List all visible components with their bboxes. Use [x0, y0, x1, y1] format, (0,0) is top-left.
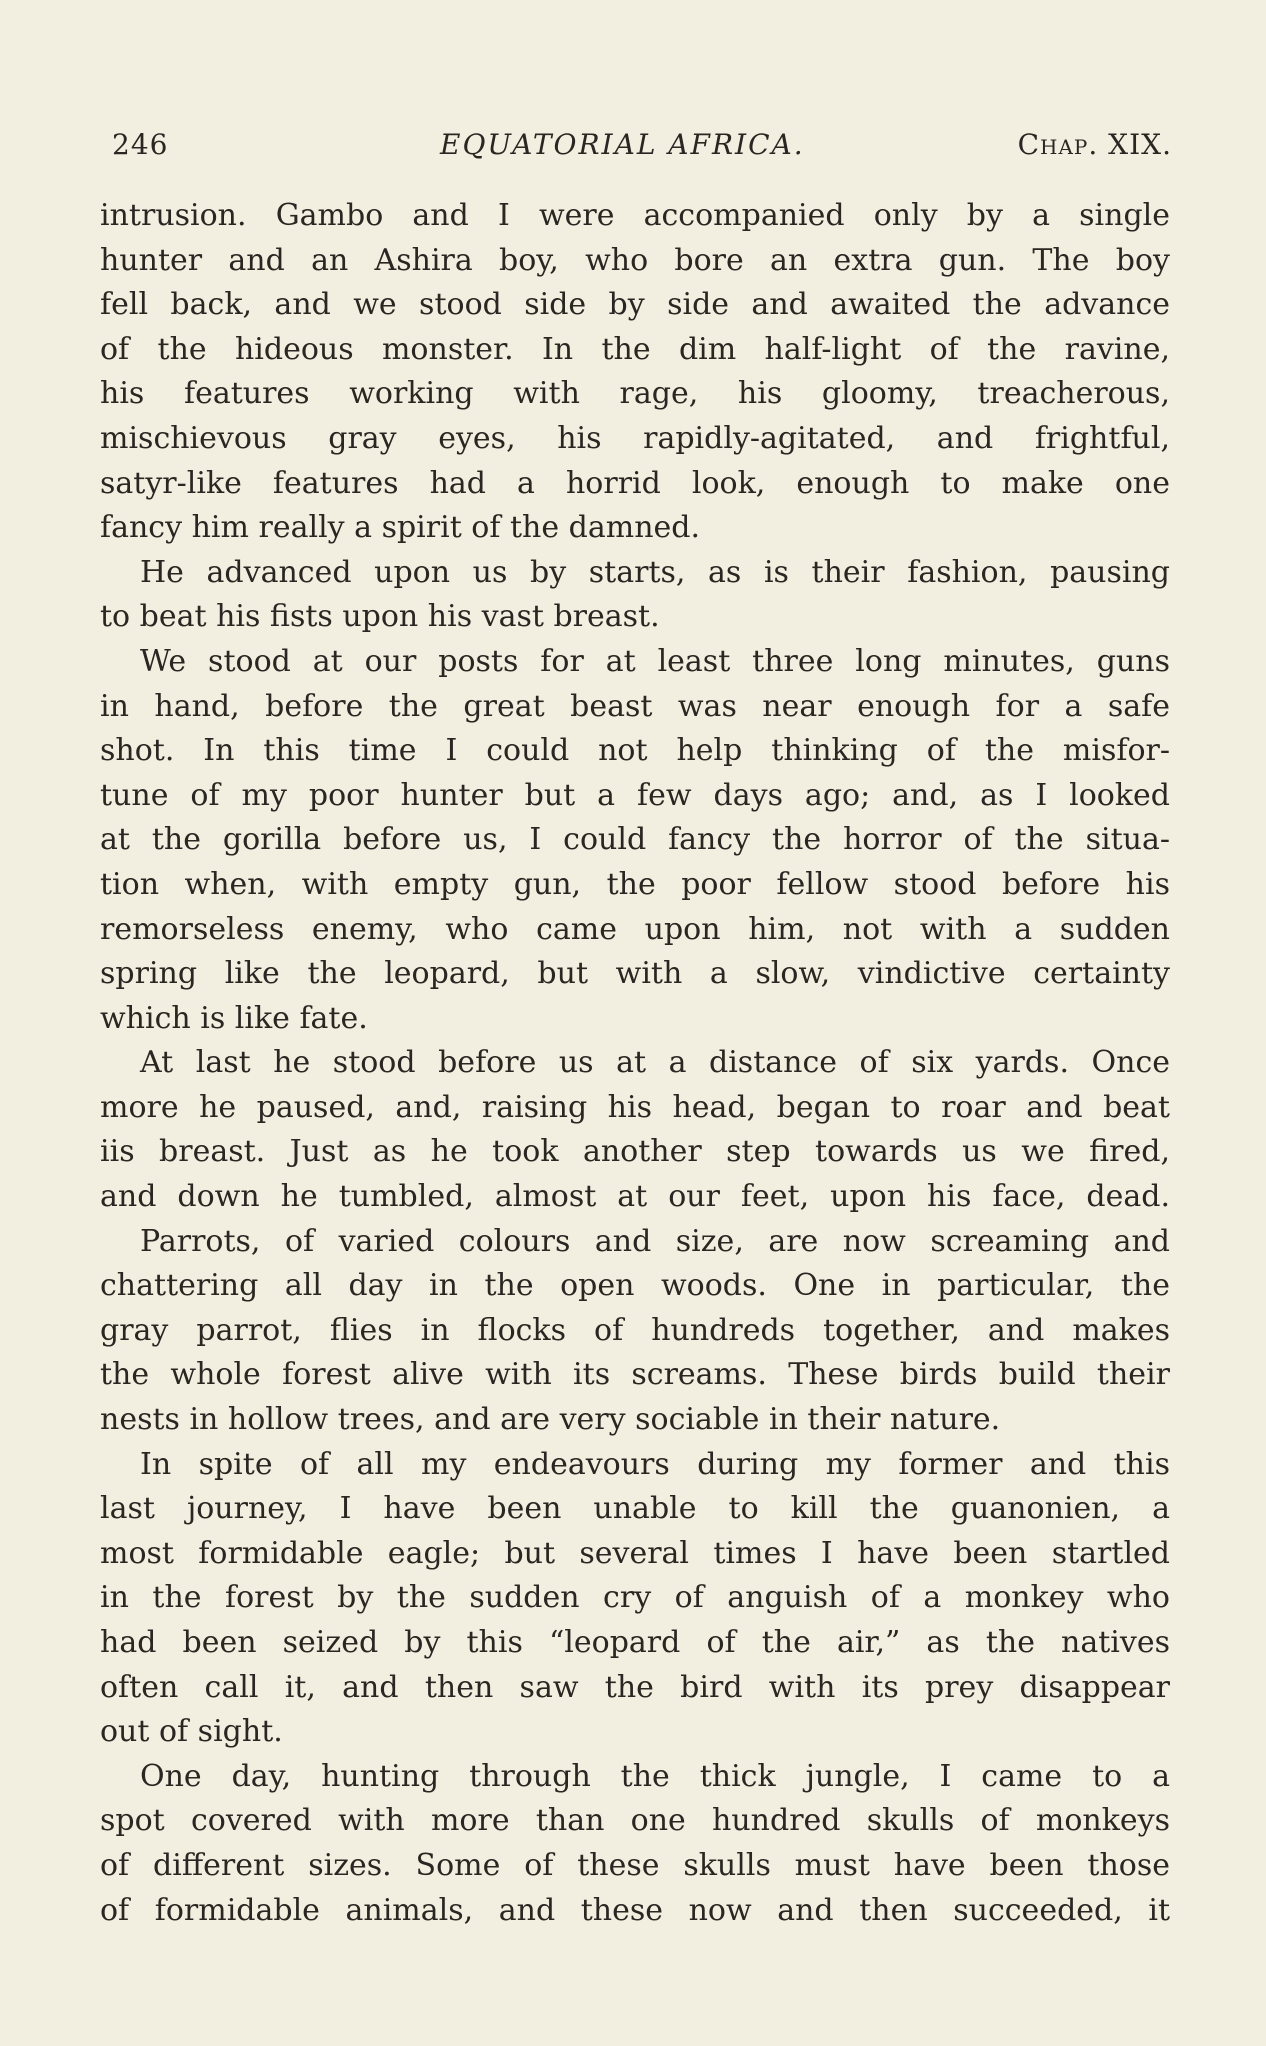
text-line: of formidable animals, and these now and then succeeded, it: [100, 1892, 1170, 1928]
text-line: in hand, before the great beast was near enough for a safe: [100, 688, 1170, 724]
text-line: We stood at our posts for at least three long minutes, guns: [140, 643, 1170, 679]
text-line: mischievous gray eyes, his rapidly-agitated, and frightful,: [100, 420, 1170, 456]
chapter-label: Chap. XIX.: [1017, 128, 1172, 161]
text-line: tion when, with empty gun, the poor fellow stood before his: [100, 866, 1170, 902]
text-line: satyr-like features had a horrid look, enough to make one: [100, 465, 1170, 501]
text-line: fancy him really a spirit of the damned.: [100, 510, 701, 546]
text-line: shot. In this time I could not help thinking of the misfor-: [100, 733, 1170, 769]
text-line: of different sizes. Some of these skulls must have been those: [100, 1847, 1170, 1883]
text-line: last journey, I have been unable to kill the guanonien, a: [100, 1491, 1170, 1527]
text-line: hunter and an Ashira boy, who bore an extra gun. The boy: [100, 242, 1170, 278]
text-line: had been seized by this “leopard of the air,” as the natives: [100, 1625, 1170, 1660]
text-line: and down he tumbled, almost at our feet, upon his face, dead.: [100, 1179, 1170, 1215]
text-line: at the gorilla before us, I could fancy the horror of the situa-: [100, 822, 1170, 858]
text-line: most formidable eagle; but several times I have been startled: [100, 1535, 1170, 1571]
text-line: of the hideous monster. In the dim half-light of the ravine,: [100, 331, 1170, 367]
text-line: in the forest by the sudden cry of anguish of a monkey who: [100, 1580, 1170, 1616]
text-line: At last he stood before us at a distance of six yards. Once: [140, 1045, 1170, 1081]
body-text: [100, 194, 1170, 1933]
book-title: EQUATORIAL AFRICA.: [440, 128, 805, 161]
text-line: intrusion. Gambo and I were accompanied only by a single: [100, 198, 1170, 233]
text-line: which is like fate.: [100, 1000, 368, 1036]
running-head: [112, 128, 1172, 168]
text-line: nests in hollow trees, and are very sociable in their nature.: [100, 1402, 1001, 1438]
text-line: chattering all day in the open woods. One in particular, the: [100, 1268, 1170, 1304]
text-line: spring like the leopard, but with a slow, vindictive certainty: [100, 956, 1170, 992]
text-line: out of sight.: [100, 1714, 283, 1750]
page-number: 246: [112, 128, 169, 161]
text-line: iis breast. Just as he took another step towards us we fired,: [100, 1134, 1170, 1170]
text-line: remorseless enemy, who came upon him, not with a sudden: [100, 911, 1170, 947]
text-line: often call it, and then saw the bird with its prey disappear: [100, 1669, 1170, 1705]
text-line: his features working with rage, his gloomy, treacherous,: [100, 376, 1170, 412]
text-line: spot covered with more than one hundred skulls of monkeys: [100, 1803, 1170, 1839]
text-line: gray parrot, flies in flocks of hundreds together, and makes: [100, 1312, 1170, 1348]
text-line: Parrots, of varied colours and size, are now screaming and: [140, 1223, 1170, 1259]
text-line: One day, hunting through the thick jungle, I came to a: [140, 1758, 1170, 1794]
text-line: more he paused, and, raising his head, began to roar and beat: [100, 1089, 1170, 1125]
text-line: In spite of all my endeavours during my former and this: [140, 1446, 1170, 1482]
text-line: tune of my poor hunter but a few days ago; and, as I looked: [100, 777, 1170, 813]
text-line: He advanced upon us by starts, as is their fashion, pausing: [140, 554, 1170, 590]
text-line: fell back, and we stood side by side and awaited the advance: [100, 287, 1170, 323]
text-line: to beat his fists upon his vast breast.: [100, 599, 660, 635]
text-line: the whole forest alive with its screams. These birds build their: [100, 1357, 1170, 1393]
